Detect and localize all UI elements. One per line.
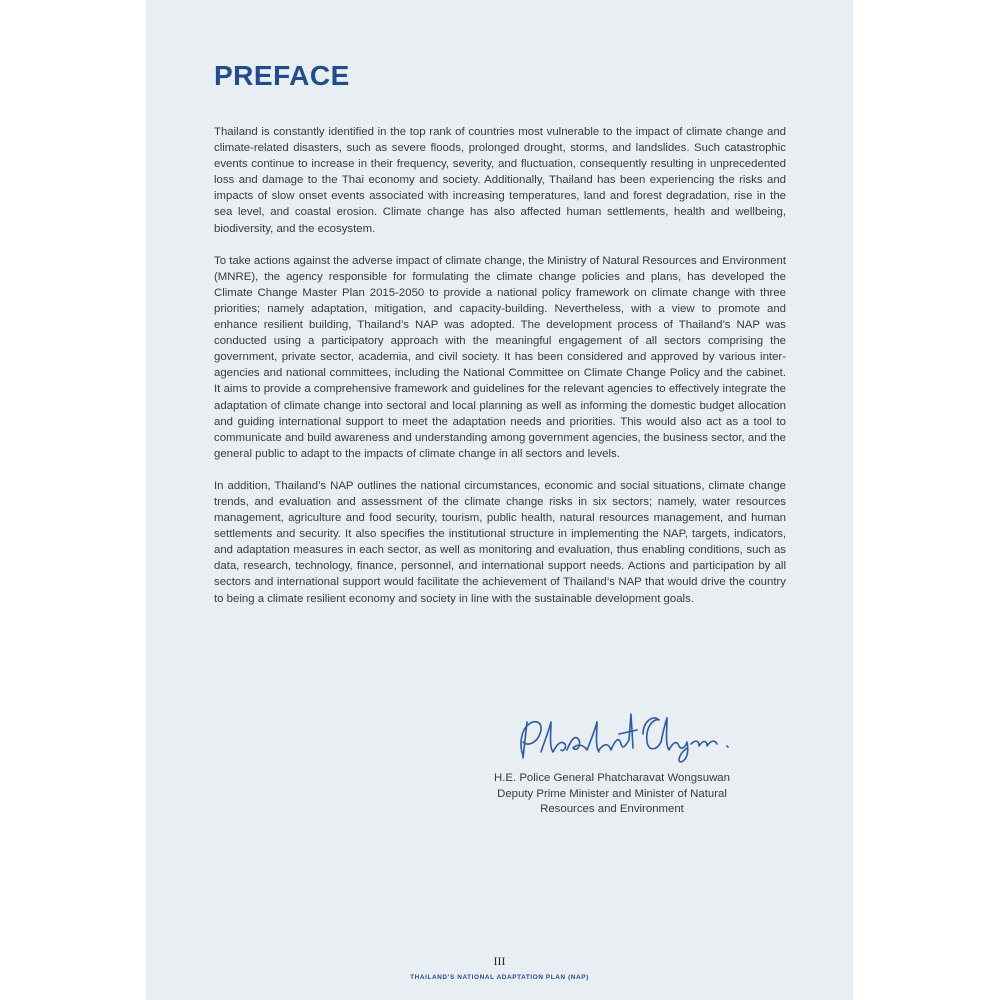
preface-body bbox=[214, 124, 786, 623]
document-page bbox=[146, 0, 853, 1000]
page-number: III bbox=[493, 954, 506, 968]
signature-image bbox=[511, 700, 741, 766]
paragraph-3: In addition, Thailand’s NAP outlines the national circumstances, economic and social situations, climate change trends, and evaluation and assessment of the climate change risks in six sectors; namely, water resources management, agriculture and food security, tourism, public health, natural resources management, and human settlements and security. It also specifies the institutional structure in implementing the NAP, targets, indicators, and adaptation measures in each sector, as well as monitoring and evaluation, thus enabling conditions, such as data, research, technology, finance, personnel, and international support needs. Actions and participation by all sectors and international support would facilitate the achievement of Thailand’s NAP that would drive the country to being a climate resilient economy and society in line with the sustainable development goals. bbox=[214, 479, 786, 605]
paragraph-2: To take actions against the adverse impact of climate change, the Ministry of Natural Resources and Environment (MNRE), the agency responsible for formulating the climate change policies and plans, has developed the Climate Change Master Plan 2015-2050 to provide a national policy framework on climate change with three priorities; namely adaptation, mitigation, and capacity-building. Nevertheless, with a view to promote and enhance resilient building, Thailand’s NAP was adopted. The development process of Thailand’s NAP was conducted using a participatory approach with the meaningful engagement of all sectors comprising the government, private sector, academia, and civil society. It has been considered and approved by various inter-agencies and national committees, including the National Committee on Climate Change Policy and the cabinet. It aims to provide a comprehensive framework and guidelines for the relevant agencies to effectively integrate the adaptation of climate change into sectoral and local planning as well as informing the domestic budget allocation and guiding international support to meet the adaptation needs and priorities. This would also act as a tool to communicate and build awareness and understanding among government agencies, the business sector, and the general public to adapt to the impacts of climate change in all sectors and levels. bbox=[214, 254, 786, 460]
signatory-title-line2: Resources and Environment bbox=[540, 803, 684, 816]
footer-title: THAILAND’S NATIONAL ADAPTATION PLAN (NAP) bbox=[410, 974, 589, 981]
signatory-title-line1: Deputy Prime Minister and Minister of Natural bbox=[497, 787, 727, 800]
page-title: PREFACE bbox=[214, 60, 350, 91]
signatory-block bbox=[481, 771, 743, 818]
signatory-name: H.E. Police General Phatcharavat Wongsuwan bbox=[494, 772, 730, 784]
paragraph-1: Thailand is constantly identified in the top rank of countries most vulnerable to the impact of climate change and climate-related disasters, such as severe floods, prolonged drought, storms, and landslides. Such catastrophic events continue to increase in their frequency, severity, and fluctuation, consequently resulting in unprecedented loss and damage to the Thai economy and society. Additionally, Thailand has been experiencing the risks and impacts of slow onset events associated with increasing temperatures, land and forest degradation, rise in the sea level, and coastal erosion. Climate change has also affected human settlements, health and wellbeing, biodiversity, and the ecosystem. bbox=[214, 126, 786, 235]
